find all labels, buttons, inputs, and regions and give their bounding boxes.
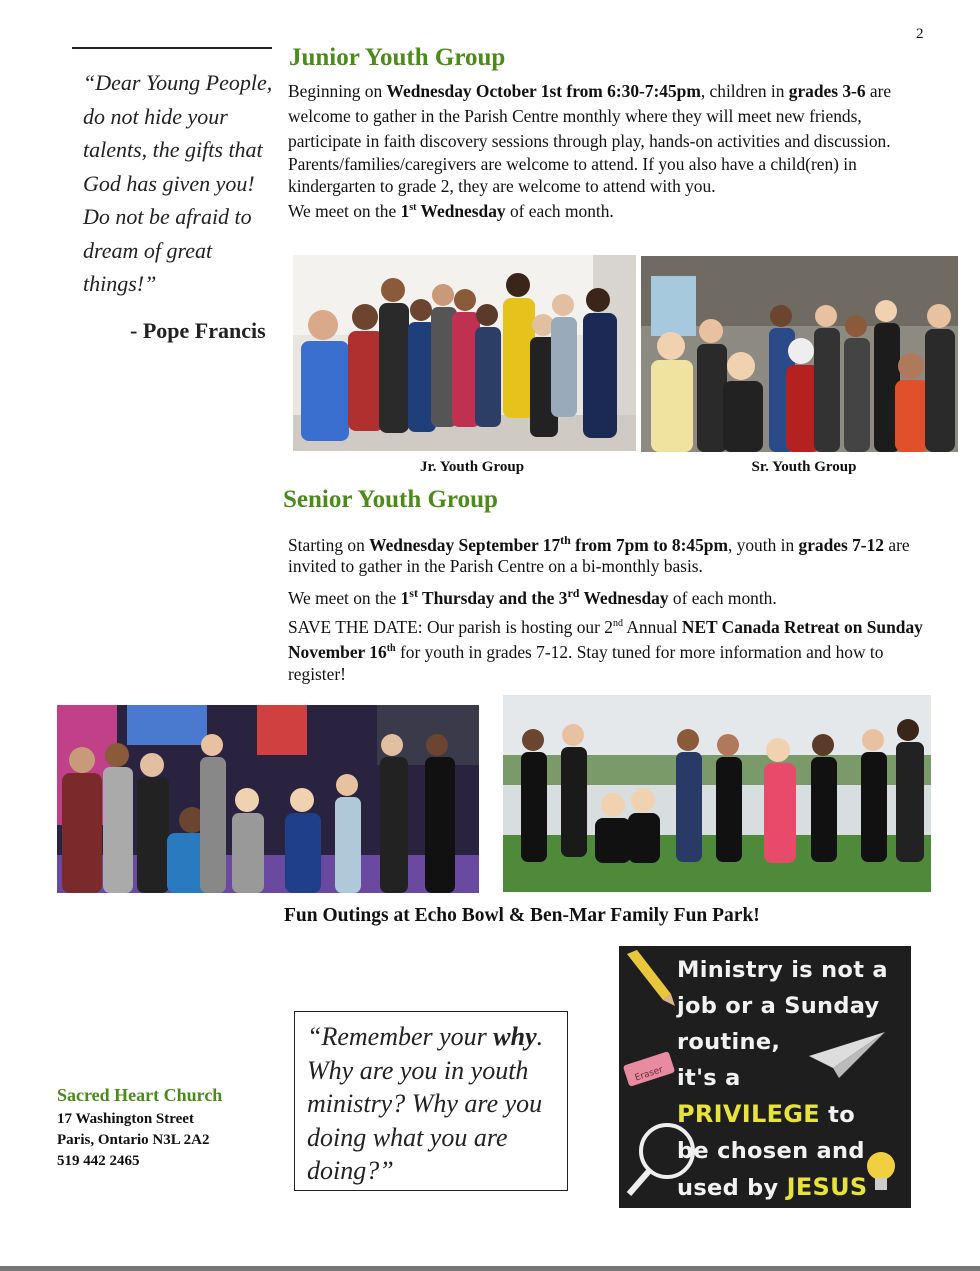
- junior-p3-b: 1: [400, 200, 410, 221]
- sr-photo-caption: Sr. Youth Group: [751, 459, 857, 475]
- jr-photo-caption: Jr. Youth Group: [419, 459, 525, 475]
- senior-p1-d: , youth in: [727, 534, 799, 555]
- senior-p1-c: from 7pm to 8:45pm: [570, 534, 728, 555]
- junior-body: [288, 79, 928, 222]
- junior-p3-sup: st: [409, 202, 417, 213]
- senior-p3-a: SAVE THE DATE: Our parish is hosting our 2: [288, 616, 613, 637]
- eraser-icon: [623, 1051, 675, 1087]
- why-quote-c: . Why are you in youth ministry? Why are you doing what you are doing?”: [307, 1022, 544, 1186]
- chalk-line-5b: to: [820, 1102, 855, 1128]
- chalk-line-1: Ministry is not a: [677, 957, 888, 983]
- contact-city: Paris, Ontario N3L 2A2: [57, 1132, 210, 1148]
- chalk-jesus: JESUS: [786, 1173, 868, 1201]
- contact-street: 17 Washington Street: [57, 1111, 194, 1127]
- junior-p1-c: , children in: [700, 81, 789, 101]
- senior-p2-d: Wednesday: [579, 587, 669, 608]
- senior-p3-sup1: nd: [612, 618, 623, 630]
- junior-p2: Parents/families/caregivers are welcome to attend. If you also have a child(ren) in kindergarten to grade 2, they are welcome to attend with you.: [288, 154, 857, 196]
- junior-heading: Junior Youth Group: [289, 44, 506, 71]
- senior-p2-sup1: st: [409, 585, 418, 600]
- pencil-icon: [627, 950, 675, 1006]
- senior-p3-b: Annual: [622, 616, 682, 637]
- chalkboard-text: [677, 952, 907, 1206]
- senior-heading: Senior Youth Group: [283, 486, 498, 513]
- chalk-line-6: be chosen and: [677, 1138, 865, 1164]
- jr-youth-photo: [293, 255, 636, 451]
- junior-p1-date: Wednesday October 1st from 6:30-7:45pm: [386, 81, 701, 101]
- why-quote-box: [294, 1011, 568, 1191]
- senior-p2-e: of each month.: [668, 587, 777, 608]
- senior-p1-sup: th: [560, 533, 571, 547]
- sidebar-rule: [72, 47, 272, 49]
- junior-p3-a: We meet on the: [288, 200, 401, 221]
- page-bottom-edge: [0, 1266, 980, 1271]
- senior-p2-b: 1: [400, 587, 410, 608]
- junior-p3-d: of each month.: [505, 200, 614, 221]
- outings-caption: Fun Outings at Echo Bowl & Ben-Mar Family Fun Park!: [284, 905, 760, 926]
- senior-p1-e: grades 7-12: [798, 534, 884, 555]
- contact-church-name: Sacred Heart Church: [57, 1085, 223, 1105]
- chalk-privilege: PRIVILEGE: [677, 1100, 820, 1128]
- ministry-chalkboard: [619, 946, 911, 1208]
- chalk-line-2: job or a Sunday: [677, 993, 880, 1019]
- chalk-line-7a: used by: [677, 1175, 787, 1201]
- junior-p1-e: are welcome to gather in the Parish Centre monthly where they will meet new friends, participate in faith discovery sessions through play, hands-on activities and discussion.: [288, 81, 892, 151]
- sr-youth-photo: [641, 256, 958, 452]
- chalk-line-4: it's a: [677, 1065, 741, 1091]
- senior-p1-b: Wednesday September 17: [369, 534, 561, 555]
- page-number: 2: [916, 26, 924, 42]
- senior-p1-f: are invited to gather in the Parish Centre on a bi-monthly basis.: [288, 534, 910, 577]
- eraser-label: Eraser: [633, 1065, 665, 1084]
- senior-p3-d: for youth in grades 7-12. Stay tuned for more information and how to register!: [288, 642, 884, 684]
- senior-p1-a: Starting on: [288, 534, 370, 555]
- chalk-line-3: routine,: [677, 1029, 781, 1055]
- senior-p3-sup2: th: [386, 643, 396, 655]
- senior-p2-c: Thursday and the 3: [417, 587, 568, 608]
- echo-bowl-photo: [57, 705, 479, 893]
- senior-p2-a: We meet on the: [288, 587, 401, 608]
- sidebar-quote-author: - Pope Francis: [130, 318, 266, 343]
- why-quote-b: why: [493, 1022, 537, 1051]
- senior-p2-sup2: rd: [567, 585, 580, 600]
- junior-p1-a: Beginning on: [288, 81, 387, 101]
- junior-p3-c: Wednesday: [416, 200, 506, 221]
- contact-phone: 519 442 2465: [57, 1153, 140, 1169]
- senior-p3-c: NET Canada Retreat on Sunday November 16: [288, 616, 923, 663]
- why-quote-a: “Remember your: [307, 1022, 494, 1051]
- junior-p1-grades: grades 3-6: [788, 81, 866, 101]
- sidebar-quote: “Dear Young People, do not hide your talents, the gifts that God has given you! Do not be afraid to dream of great things!”: [83, 70, 273, 296]
- senior-body: [288, 530, 928, 685]
- ben-mar-photo: [503, 695, 931, 892]
